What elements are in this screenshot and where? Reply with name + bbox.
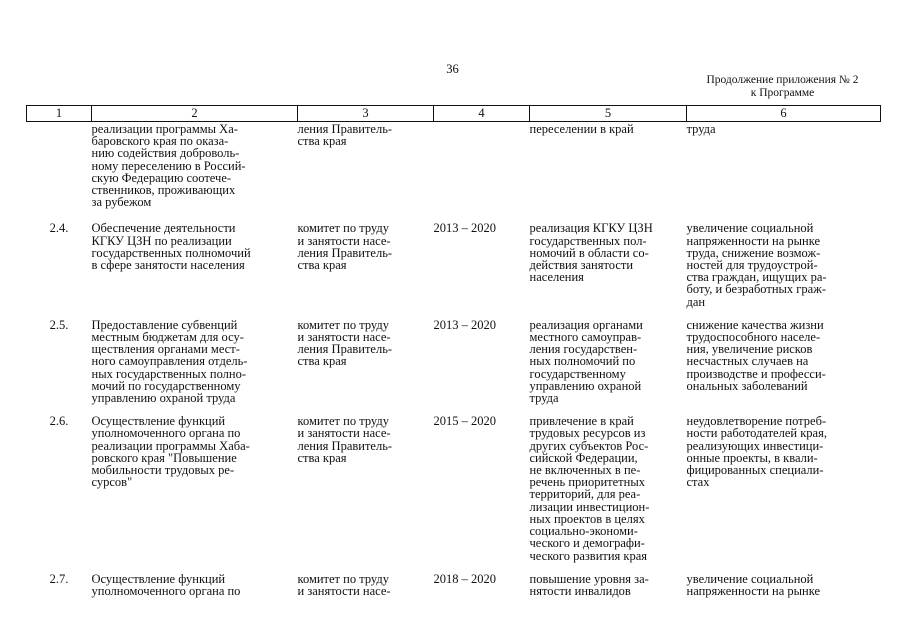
cell-text-line: ных полномочий по <box>529 354 636 369</box>
cell-text-line: ственников, проживающих <box>91 183 236 198</box>
cell-text-line: ления Правитель- <box>297 342 393 357</box>
cell-text-line: комитет по труду <box>297 317 389 332</box>
cell-text-line: за рубежом <box>91 195 152 210</box>
cell-text-line: и занятости насе- <box>297 583 391 598</box>
cell-text-line: и занятости насе- <box>297 330 391 345</box>
cell-text-line: ческого и демографи- <box>529 536 645 551</box>
cell-text-line: государственному <box>529 366 626 381</box>
period-cell: 2013 – 2020 <box>433 221 496 236</box>
cell-text-line: трудовых ресурсов из <box>529 426 646 441</box>
cell-text-line: других субъектов Рос- <box>529 438 649 453</box>
cell-text-line: государственных полномочий <box>91 245 251 260</box>
cell-text-line: онные проекты, в квали- <box>686 450 818 465</box>
cell-text-line: реализующих инвестици- <box>686 438 824 453</box>
cell-text-line: ровского края "Повышение <box>91 450 237 465</box>
cell-text-line: номочий в области со- <box>529 245 649 260</box>
cell-text-line: управлению охраной <box>529 378 642 393</box>
result-cell <box>530 410 687 567</box>
result-cell <box>530 122 687 218</box>
table-row <box>27 122 881 218</box>
cell-text-line: комитет по труду <box>297 221 389 236</box>
cell-text-line: боту, и безработных граж- <box>686 282 827 297</box>
consequence-cell <box>687 217 881 313</box>
cell-text-line: местным бюджетам для осу- <box>91 330 244 345</box>
cell-text-line: повышение уровня за- <box>529 571 649 586</box>
cell-text-line: Предоставление субвенций <box>91 317 238 332</box>
cell-text-line: уполномоченного органа по <box>91 583 241 598</box>
program-actions-table <box>26 105 881 603</box>
cell-text-line: увеличение социальной <box>686 571 814 586</box>
cell-text-line: Осуществление функций <box>91 571 226 586</box>
cell-text-line: в сфере занятости населения <box>91 258 245 273</box>
action-cell <box>92 122 298 218</box>
action-cell <box>92 217 298 313</box>
cell-text-line: уполномоченного органа по <box>91 426 241 441</box>
cell-text-line: Осуществление функций <box>91 414 226 429</box>
cell-text-line: управлению охраной труда <box>91 391 236 406</box>
period-cell <box>434 122 530 218</box>
cell-text-line: ства граждан, ищущих ра- <box>686 270 827 285</box>
cell-text-line: несчастных случаев на <box>686 354 809 369</box>
cell-text-line: реализация органами <box>529 317 643 332</box>
header-row <box>27 106 881 122</box>
cell-text-line: нятости инвалидов <box>529 583 631 598</box>
item-number: 2.6. <box>49 414 69 429</box>
period-cell: 2013 – 2020 <box>433 317 496 332</box>
cell-text-line: ления государствен- <box>529 342 638 357</box>
cell-text-line: ществления органами мест- <box>91 342 240 357</box>
cell-text-line: ности работодателей края, <box>686 426 827 441</box>
item-number <box>27 122 92 218</box>
cell-text-line: комитет по труду <box>297 571 389 586</box>
consequence-cell <box>687 410 881 567</box>
cell-text-line: ных государственных полно- <box>91 366 246 381</box>
cell-text-line: ства края <box>297 134 347 149</box>
cell-text-line: речень приоритетных <box>529 475 645 490</box>
cell-text-line: ления Правитель- <box>297 122 393 136</box>
cell-text-line: социально-экономи- <box>529 524 638 539</box>
action-cell <box>92 410 298 567</box>
cell-text-line: производстве и професси- <box>686 366 826 381</box>
cell-text-line: снижение качества жизни <box>686 317 824 332</box>
item-number: 2.4. <box>49 221 69 236</box>
executor-cell <box>298 122 434 218</box>
page-number: 36 <box>446 62 459 76</box>
table-row <box>27 314 881 410</box>
cell-text-line: скую Федерацию соотече- <box>91 170 232 185</box>
result-cell <box>530 314 687 410</box>
cell-text-line: ческого развития края <box>529 548 648 563</box>
item-number: 2.7. <box>49 571 69 586</box>
cell-text-line: реализация КГКУ ЦЗН <box>529 221 653 236</box>
cell-text-line: ному переселению в Россий- <box>91 158 246 173</box>
cell-text-line: привлечение в край <box>529 414 634 429</box>
period-cell: 2018 – 2020 <box>433 571 496 586</box>
cell-text-line: ональных заболеваний <box>686 378 808 393</box>
cell-text-line: ства края <box>297 258 347 273</box>
cell-text-line: фицированных специали- <box>686 463 824 478</box>
executor-cell <box>298 568 434 603</box>
cell-text-line: труда <box>529 391 559 406</box>
cell-text-line: ления Правитель- <box>297 245 393 260</box>
column-header: 3 <box>298 106 434 122</box>
result-cell <box>530 217 687 313</box>
cell-text-line: территорий, для реа- <box>529 487 641 502</box>
column-header: 6 <box>687 106 881 122</box>
period-cell: 2015 – 2020 <box>433 414 496 429</box>
column-header: 5 <box>530 106 687 122</box>
action-cell <box>92 314 298 410</box>
cell-text-line: ных проектов в целях <box>529 511 645 526</box>
cell-text-line: населения <box>529 270 584 285</box>
table-row <box>27 410 881 567</box>
cell-text-line: и занятости насе- <box>297 426 391 441</box>
cell-text-line: ства края <box>297 354 347 369</box>
table-row <box>27 568 881 603</box>
consequence-cell <box>687 122 881 218</box>
appendix-caption-line: Продолжение приложения № 2 <box>706 74 859 86</box>
cell-text-line: трудоспособного населе- <box>686 330 821 345</box>
executor-cell <box>298 410 434 567</box>
cell-text-line: труда <box>686 122 716 136</box>
cell-text-line: местного самоуправ- <box>529 330 642 345</box>
cell-text-line: ства края <box>297 450 347 465</box>
cell-text-line: ления Правитель- <box>297 438 393 453</box>
cell-text-line: не включенных в пе- <box>529 463 641 478</box>
cell-text-line: труда, снижение возмож- <box>686 245 821 260</box>
cell-text-line: комитет по труду <box>297 414 389 429</box>
cell-text-line: реализации программы Ха- <box>91 122 238 136</box>
cell-text-line: увеличение социальной <box>686 221 814 236</box>
cell-text-line: лизации инвестицион- <box>529 499 650 514</box>
result-cell <box>530 568 687 603</box>
item-number: 2.5. <box>49 317 69 332</box>
executor-cell <box>298 314 434 410</box>
cell-text-line: сийской Федерации, <box>529 450 638 465</box>
cell-text-line: баровского края по оказа- <box>91 134 229 149</box>
cell-text-line: ния, увеличение рисков <box>686 342 813 357</box>
consequence-cell <box>687 314 881 410</box>
cell-text-line: переселении в край <box>529 122 634 136</box>
cell-text-line: Обеспечение деятельности <box>91 221 236 236</box>
cell-text-line: нию содействия доброволь- <box>91 146 240 161</box>
executor-cell <box>298 217 434 313</box>
cell-text-line: сурсов" <box>91 475 133 490</box>
column-header: 2 <box>92 106 298 122</box>
column-header: 1 <box>27 106 92 122</box>
cell-text-line: государственных пол- <box>529 233 647 248</box>
cell-text-line: напряженности на рынке <box>686 583 821 598</box>
cell-text-line: неудовлетворение потреб- <box>686 414 827 429</box>
cell-text-line: дан <box>686 294 706 309</box>
cell-text-line: мочий по государственному <box>91 378 241 393</box>
column-header: 4 <box>434 106 530 122</box>
cell-text-line: действия занятости <box>529 258 634 273</box>
cell-text-line: мобильности трудовых ре- <box>91 463 235 478</box>
table-row <box>27 217 881 313</box>
appendix-caption <box>690 74 875 99</box>
cell-text-line: КГКУ ЦЗН по реализации <box>91 233 232 248</box>
cell-text-line: ного самоуправления отдель- <box>91 354 248 369</box>
cell-text-line: реализации программы Хаба- <box>91 438 250 453</box>
appendix-caption-line: к Программе <box>750 86 815 99</box>
cell-text-line: стах <box>686 475 710 490</box>
action-cell <box>92 568 298 603</box>
cell-text-line: напряженности на рынке <box>686 233 821 248</box>
cell-text-line: ностей для трудоустрой- <box>686 258 818 273</box>
consequence-cell <box>687 568 881 603</box>
cell-text-line: и занятости насе- <box>297 233 391 248</box>
